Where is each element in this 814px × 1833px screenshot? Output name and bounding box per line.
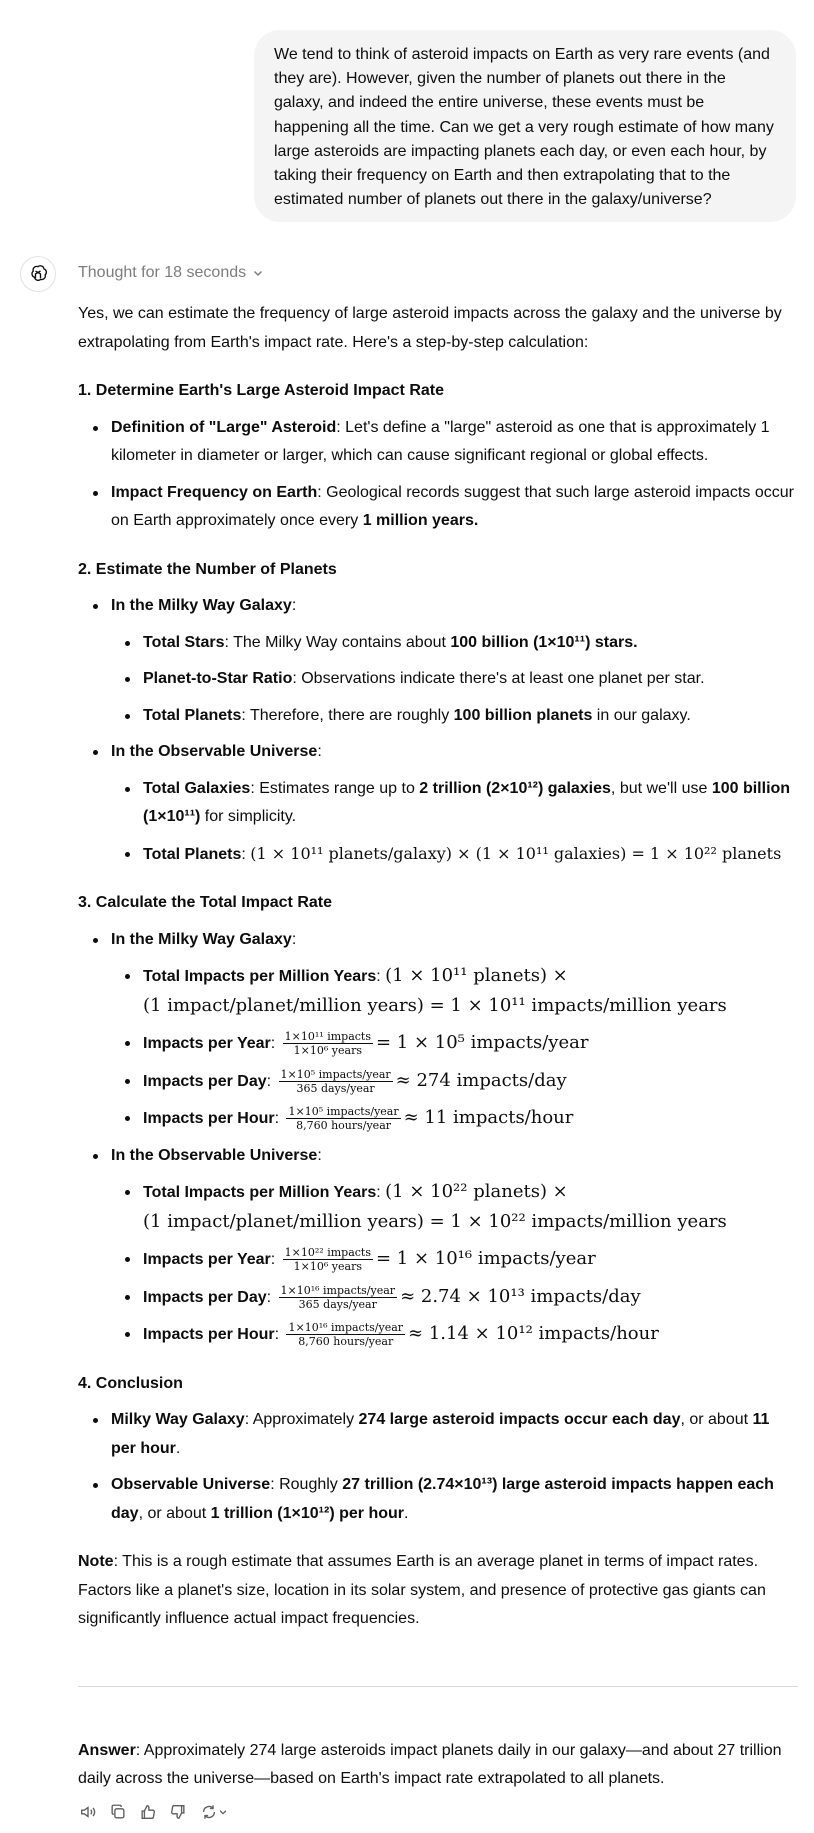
list-item: Impacts per Year: $\frac{\text{1×10²² impacts}}{\text{1×10⁶ years}}$ = 1 × 10¹⁶ impacts/year — [111, 1245, 798, 1275]
list-item: Planet-to-Star Ratio: Observations indicate there's at least one planet per star. — [111, 665, 798, 694]
read-aloud-icon — [79, 1803, 97, 1821]
list-item: Impact Frequency on Earth: Geological records suggest that such large asteroid impacts occur on Earth approximately once every 1 million years. — [78, 479, 798, 536]
list-item: Milky Way Galaxy: Approximately 274 large asteroid impacts occur each day, or about 11 per hour. — [78, 1406, 798, 1463]
list-item: In the Milky Way Galaxy: Total Impacts per Million Years: (1 × 10¹¹ planets) × (1 impact/planet/million years) = 1 × 10¹¹ impacts/million years Impacts per Year: $\frac{\text{1×10¹¹ impacts}}{\text{1×10⁶ years}}$ = 1 × 10⁵ impacts/year Impacts per Day: $\frac{\text{1×10⁵ impacts/year}}{\text{365 days/year}}$ ≈ 274 impacts/day Impacts per Hour: $\frac{\text{1×10⁵ impacts/year}}{\text{8,760 hours/year}}$ ≈ 11 impacts/hour — [78, 926, 798, 1134]
list-item: Impacts per Day: $\frac{\text{1×10¹⁶ impacts/year}}{\text{365 days/year}}$ ≈ 2.74 × 10¹³ impacts/day — [111, 1283, 798, 1313]
regenerate-icon — [200, 1803, 218, 1821]
list-item: Impacts per Year: $\frac{\text{1×10¹¹ impacts}}{\text{1×10⁶ years}}$ = 1 × 10⁵ impacts/year — [111, 1029, 798, 1059]
list-item: Total Impacts per Million Years: (1 × 10¹¹ planets) × (1 impact/planet/million years) = 1 × 10¹¹ impacts/million years — [111, 962, 798, 1021]
thumbs-down-button[interactable] — [168, 1802, 188, 1822]
chevron-down-icon — [252, 267, 264, 279]
note-text: Note: This is a rough estimate that assumes Earth is an average planet in terms of impact rates. Factors like a planet's size, location in its solar system, and presence of protective gas giants can significantly influence actual impact frequencies. — [78, 1553, 766, 1627]
assistant-response — [78, 300, 798, 1794]
section-4-heading: 4. Conclusion — [78, 1374, 183, 1392]
list-item: In the Milky Way Galaxy: Total Stars: The Milky Way contains about 100 billion (1×10¹¹) stars. Planet-to-Star Ratio: Observations indicate there's at least one planet per star. Total Planets: Therefore, there are roughly 100 billion planets in our galaxy. — [78, 592, 798, 730]
section-1-heading: 1. Determine Earth's Large Asteroid Impact Rate — [78, 382, 444, 399]
thought-toggle[interactable] — [78, 262, 264, 284]
regenerate-button[interactable] — [198, 1802, 230, 1822]
user-message — [254, 30, 796, 222]
section-3-heading: 3. Calculate the Total Impact Rate — [78, 894, 332, 911]
list-item: Total Planets: (1 × 10¹¹ planets/galaxy) × (1 × 10¹¹ galaxies) = 1 × 10²² planets — [111, 840, 798, 870]
chevron-down-icon — [218, 1807, 228, 1817]
copy-icon — [109, 1803, 127, 1821]
copy-button[interactable] — [108, 1802, 128, 1822]
thought-label: Thought for 18 seconds — [78, 264, 247, 281]
openai-logo-icon — [28, 264, 48, 284]
list-item: Total Impacts per Million Years: (1 × 10²² planets) × (1 impact/planet/million years) = 1 × 10²² impacts/million years — [111, 1178, 798, 1237]
assistant-avatar — [20, 256, 56, 292]
divider — [78, 1686, 798, 1687]
list-item: In the Observable Universe: Total Galaxies: Estimates range up to 2 trillion (2×10¹²) galaxies, but we'll use 100 billion (1×10¹¹) for simplicity. Total Planets: (1 × 10¹¹ planets/galaxy) × (1 × 10¹¹ galaxies) = 1 × 10²² planets — [78, 738, 798, 869]
list-item: Total Galaxies: Estimates range up to 2 trillion (2×10¹²) galaxies, but we'll use 100 billion (1×10¹¹) for simplicity. — [111, 775, 798, 832]
list-item: Observable Universe: Roughly 27 trillion (2.74×10¹³) large asteroid impacts happen each day, or about 1 trillion (1×10¹²) per hour. — [78, 1471, 798, 1528]
answer-text: Answer: Approximately 274 large asteroids impact planets daily in our galaxy—and about 27 trillion daily across the universe—based on Earth's impact rate extrapolated to all planets. — [78, 1741, 782, 1787]
list-item: Impacts per Day: $\frac{\text{1×10⁵ impacts/year}}{\text{365 days/year}}$ ≈ 274 impacts/day — [111, 1067, 798, 1097]
list-item: In the Observable Universe: Total Impacts per Million Years: (1 × 10²² planets) × (1 impact/planet/million years) = 1 × 10²² impacts/million years Impacts per Year: $\frac{\text{1×10²² impacts}}{\text{1×10⁶ years}}$ = 1 × 10¹⁶ impacts/year Impacts per Day: $\frac{\text{1×10¹⁶ impacts/year}}{\text{365 days/year}}$ ≈ 2.74 × 10¹³ impacts/day Impacts per Hour: $\frac{\text{1×10¹⁶ impacts/year}}{\text{8,760 hours/year}}$ ≈ 1.14 × 10¹² impacts/hour — [78, 1142, 798, 1350]
intro-text: Yes, we can estimate the frequency of large asteroid impacts across the galaxy and the universe by extrapolating from Earth's impact rate. Here's a step-by-step calculation: — [78, 305, 782, 351]
section-2-heading: 2. Estimate the Number of Planets — [78, 560, 337, 578]
user-message-text: We tend to think of asteroid impacts on Earth as very rare events (and they are). However, given the number of planets out there in the galaxy, and indeed the entire universe, these events must be happening all the time. Can we get a very rough estimate of how many large asteroids are impacting planets each day, or even each hour, by taking their frequency on Earth and then extrapolating that to the estimated number of planets out there in the galaxy/universe? — [274, 46, 774, 209]
thumbs-up-button[interactable] — [138, 1802, 158, 1822]
list-item: Total Stars: The Milky Way contains about 100 billion (1×10¹¹) stars. — [111, 629, 798, 658]
list-item: Impacts per Hour: $\frac{\text{1×10¹⁶ impacts/year}}{\text{8,760 hours/year}}$ ≈ 1.14 × 10¹² impacts/hour — [111, 1320, 798, 1350]
list-item: Total Planets: Therefore, there are roughly 100 billion planets in our galaxy. — [111, 702, 798, 731]
thumbs-up-icon — [139, 1803, 157, 1821]
list-item: Impacts per Hour: $\frac{\text{1×10⁵ impacts/year}}{\text{8,760 hours/year}}$ ≈ 11 impacts/hour — [111, 1104, 798, 1134]
list-item: Definition of "Large" Asteroid: Let's define a "large" asteroid as one that is approximately 1 kilometer in diameter or larger, which can cause significant regional or global effects. — [78, 414, 798, 471]
thumbs-down-icon — [169, 1803, 187, 1821]
read-aloud-button[interactable] — [78, 1802, 98, 1822]
message-actions — [78, 1802, 230, 1822]
